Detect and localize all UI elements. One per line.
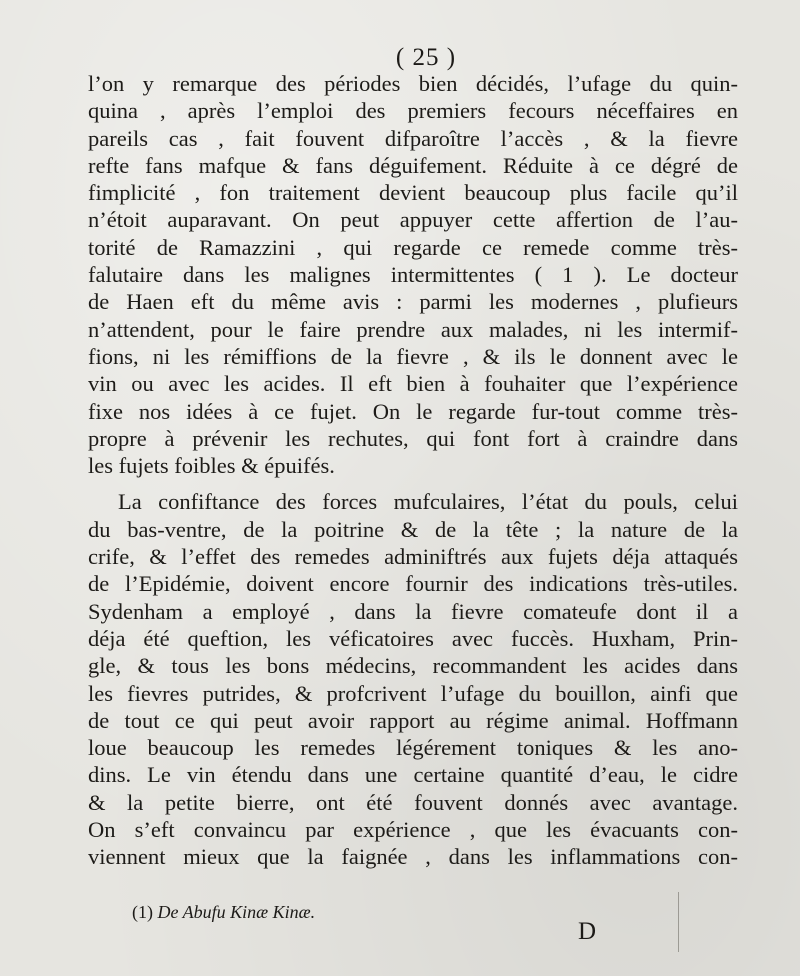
paragraph-gap [88, 479, 738, 488]
text-line: crife, & l’effet des remedes adminiftrés aux fujets déja attaqués [88, 544, 738, 570]
footnote [132, 902, 315, 923]
text-line: fimplicité , fon traitement devient beaucoup plus facile qu’il [88, 180, 738, 206]
text-line: Sydenham a employé , dans la fievre comateufe dont il a [88, 598, 738, 624]
text-line: gle, & tous les bons médecins, recommandent les acides dans [88, 653, 738, 679]
text-line: propre à prévenir les rechutes, qui font fort à craindre dans [88, 425, 738, 451]
text-line: de Haen eft du même avis : parmi les modernes , plufieurs [88, 289, 738, 315]
text-line: La confiftance des forces mufculaires, l’état du pouls, celui [118, 489, 738, 515]
page-edge-mark [678, 892, 679, 952]
text-line: pareils cas , fait fouvent difparoître l’accès , & la fievre [88, 125, 738, 151]
text-line: les fievres putrides, & profcrivent l’ufage du bouillon, ainfi que [88, 680, 738, 706]
page-number: ( 25 ) [395, 44, 457, 71]
text-line: falutaire dans les malignes intermittentes ( 1 ). Le docteur [88, 262, 738, 288]
text-line: dins. Le vin étendu dans une certaine quantité d’eau, le cidre [88, 762, 738, 788]
text-line: fixe nos idées à ce fujet. On le regarde fur-tout comme très- [88, 398, 738, 424]
paragraph-2 [88, 488, 738, 870]
text-line: n’attendent, pour le faire prendre aux malades, ni les intermif- [88, 316, 738, 342]
text-line: torité de Ramazzini , qui regarde ce remede comme très- [88, 234, 738, 260]
text-line: loue beaucoup les remedes légérement toniques & les ano- [88, 735, 738, 761]
footnote-text: De Abufu Kinæ Kinæ. [157, 902, 316, 922]
text-line: On s’eft convaincu par expérience , que les évacuants con- [88, 817, 738, 843]
text-line: les fujets foibles & épuifés. [88, 453, 335, 479]
text-line: déja été queftion, les véficatoires avec fuccès. Huxham, Prin- [88, 625, 738, 651]
text-line: l’on y remarque des périodes bien décidés, l’ufage du quin- [88, 71, 738, 96]
body-text [88, 70, 738, 871]
footnote-marker: (1) [132, 902, 153, 922]
text-line: viennent mieux que la faignée , dans les inflammations con- [88, 844, 738, 870]
text-line: du bas-ventre, de la poitrine & de la tête ; la nature de la [88, 516, 738, 542]
text-line: quina , après l’emploi des premiers fecours néceffaires en [88, 98, 738, 124]
text-line: fions, ni les rémiffions de la fievre , & ils le donnent avec le [88, 343, 738, 369]
text-line: & la petite bierre, ont été fouvent donnés avec avantage. [88, 789, 738, 815]
text-line: de l’Epidémie, doivent encore fournir des indications très-utiles. [88, 571, 738, 597]
text-line: refte fans mafque & fans déguifement. Réduite à ce dégré de [88, 152, 738, 178]
signature-mark: D [578, 918, 598, 945]
text-line: vin ou avec les acides. Il eft bien à fouhaiter que l’expérience [88, 371, 738, 397]
text-line: n’étoit auparavant. On peut appuyer cette affertion de l’au- [88, 207, 738, 233]
text-line: de tout ce qui peut avoir rapport au régime animal. Hoffmann [88, 707, 738, 733]
paragraph-1 [88, 70, 738, 479]
